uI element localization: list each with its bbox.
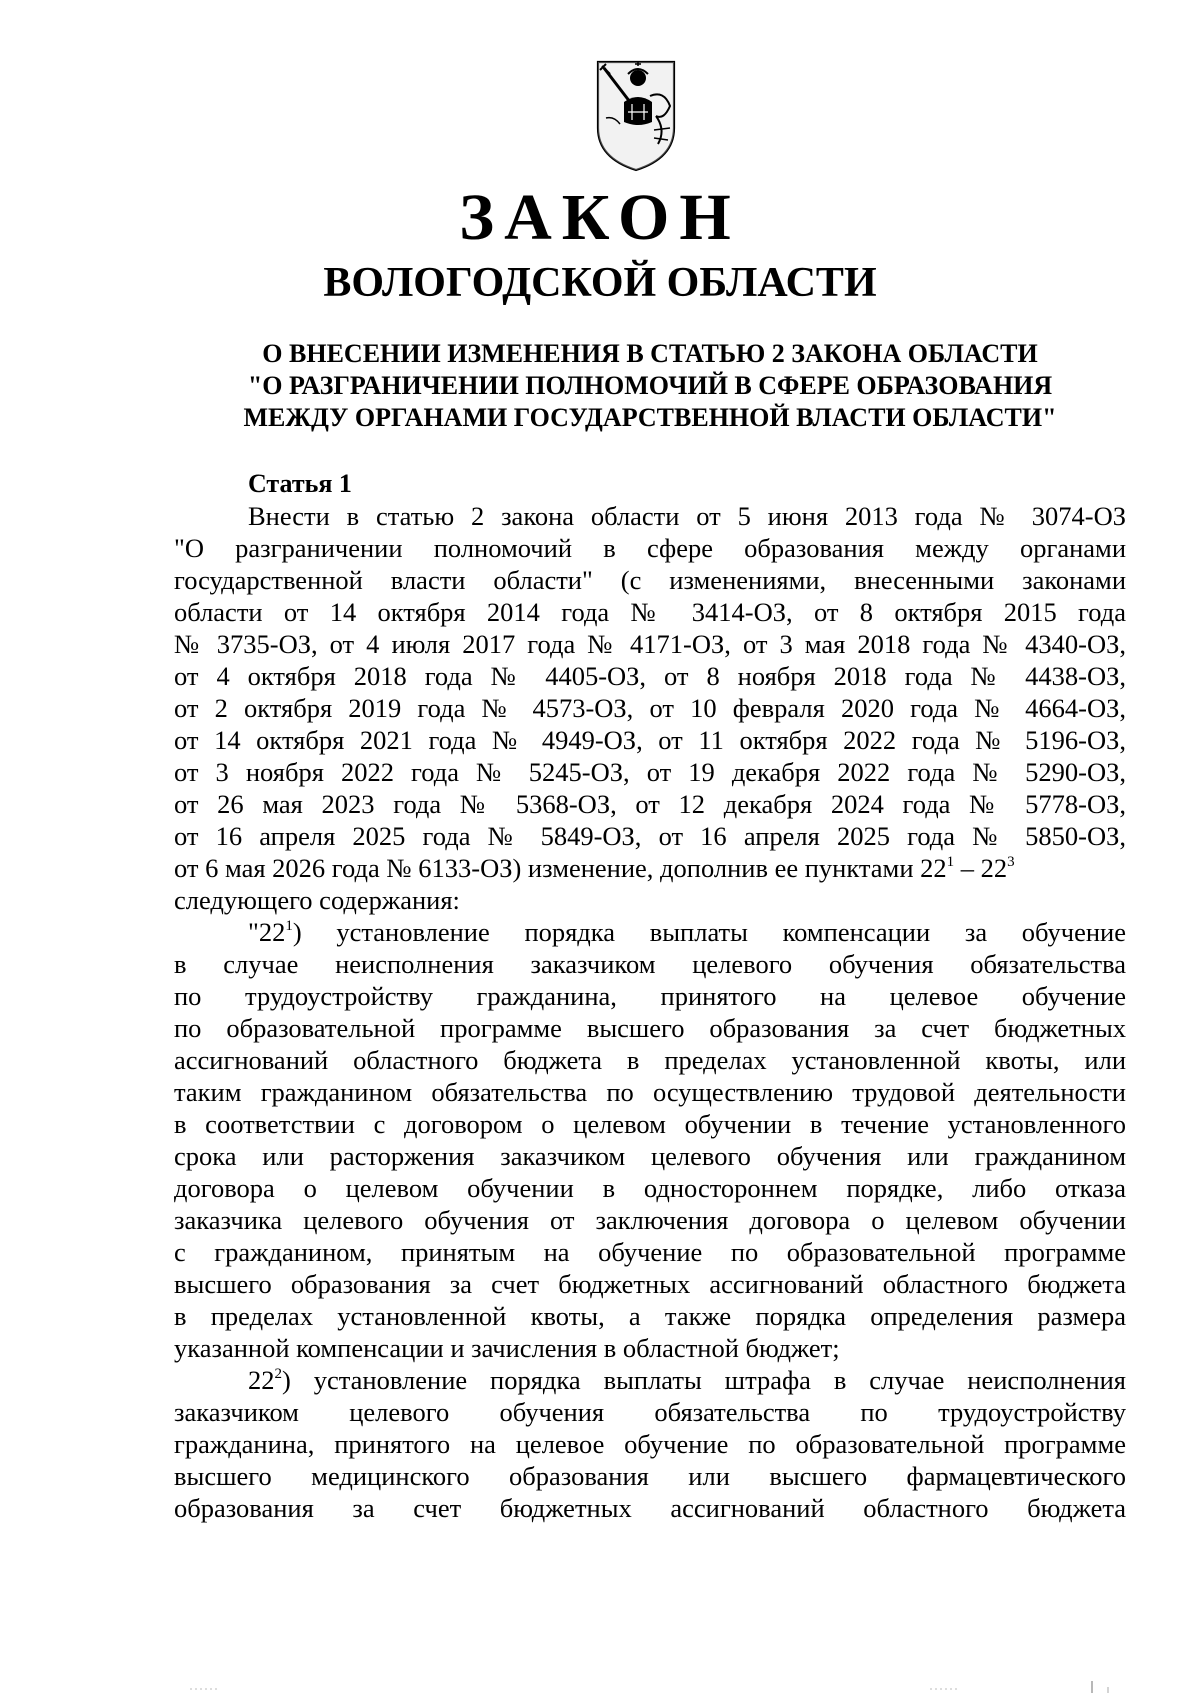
superscript: 2 — [274, 1366, 282, 1382]
text-line: гражданина, принятого на целевое обучение по образовательной программе — [174, 1429, 1126, 1459]
text-line: заказчика целевого обучения от заключения договора о целевом обучении — [174, 1205, 1126, 1235]
text-line: от 26 мая 2023 года № 5368-ОЗ, от 12 декабря 2024 года № 5778-ОЗ, — [174, 789, 1126, 819]
text-line: высшего образования за счет бюджетных ассигнований областного бюджета — [174, 1269, 1126, 1299]
text-line: № 3735-ОЗ, от 4 июля 2017 года № 4171-ОЗ, от 3 мая 2018 года № 4340-ОЗ, — [174, 629, 1126, 659]
heading-line: "О РАЗГРАНИЧЕНИИ ПОЛНОМОЧИЙ В СФЕРЕ ОБРАЗОВАНИЯ — [247, 371, 1053, 400]
text-line: указанной компенсации и зачисления в областной бюджет; — [174, 1333, 840, 1363]
text-line: с гражданином, принятым на обучение по образовательной программе — [174, 1237, 1126, 1267]
text-line: по трудоустройству гражданина, принятого на целевое обучение — [174, 981, 1126, 1011]
text-line: области от 14 октября 2014 года № 3414-ОЗ, от 8 октября 2015 года — [174, 597, 1126, 627]
text-fragment: от 6 мая 2026 года № 6133-ОЗ) изменение, дополнив ее пунктами 22 — [174, 853, 947, 883]
text-line: в пределах установленной квоты, а также порядка определения размера — [174, 1301, 1126, 1331]
superscript: 1 — [285, 918, 293, 934]
document-subtitle: ВОЛОГОДСКОЙ ОБЛАСТИ — [323, 260, 877, 306]
text-line: высшего медицинского образования или высшего фармацевтического — [174, 1461, 1126, 1491]
superscript: 1 — [946, 854, 955, 870]
text-line: следующего содержания: — [174, 885, 460, 915]
text-fragment: – 22 — [954, 853, 1008, 883]
item-first-line — [174, 916, 1126, 948]
law-heading — [170, 338, 1130, 434]
scan-artifact — [0, 1677, 1200, 1697]
text-line: от 4 октября 2018 года № 4405-ОЗ, от 8 ноября 2018 года № 4438-ОЗ, — [174, 661, 1126, 691]
item-number: "22 — [248, 917, 286, 947]
heading-line: МЕЖДУ ОРГАНАМИ ГОСУДАРСТВЕННОЙ ВЛАСТИ ОБЛАСТИ" — [243, 403, 1057, 432]
superscript: 3 — [1007, 854, 1015, 870]
text-line: заказчиком целевого обучения обязательства по трудоустройству — [174, 1397, 1126, 1427]
text-line: образования за счет бюджетных ассигнований областного бюджета — [174, 1493, 1126, 1523]
text-line: Внести в статью 2 закона области от 5 июня 2013 года № 3074-ОЗ — [248, 501, 1126, 531]
text-line: договора о целевом обучении в одностороннем порядке, либо отказа — [174, 1173, 1126, 1203]
article-title: Статья 1 — [248, 469, 352, 498]
text-line: государственной власти области" (с изменениями, внесенными законами — [174, 565, 1126, 595]
text-line: срока или расторжения заказчиком целевого обучения или гражданином — [174, 1141, 1126, 1171]
text-line: ассигнований областного бюджета в пределах установленной квоты, или — [174, 1045, 1126, 1075]
vologda-coat-of-arms-icon — [594, 58, 678, 174]
text-line: от 16 апреля 2025 года № 5849-ОЗ, от 16 апреля 2025 года № 5850-ОЗ, — [174, 821, 1126, 851]
text-line: от 2 октября 2019 года № 4573-ОЗ, от 10 февраля 2020 года № 4664-ОЗ, — [174, 693, 1126, 723]
text-line: от 14 октября 2021 года № 4949-ОЗ, от 11 октября 2022 года № 5196-ОЗ, — [174, 725, 1126, 755]
heading-line: О ВНЕСЕНИИ ИЗМЕНЕНИЯ В СТАТЬЮ 2 ЗАКОНА ОБЛАСТИ — [262, 339, 1038, 368]
text-line: в соответствии с договором о целевом обучении в течение установленного — [174, 1109, 1126, 1139]
text-fragment: ) установление порядка выплаты компенсации за обучение — [292, 917, 1126, 947]
document-title: ЗАКОН — [459, 181, 741, 254]
item-first-line — [174, 1364, 1126, 1396]
article-body — [174, 500, 1126, 1524]
text-fragment: ) установление порядка выплаты штрафа в случае неисполнения — [282, 1365, 1126, 1395]
text-line: таким гражданином обязательства по осуществлению трудовой деятельности — [174, 1077, 1126, 1107]
text-line: в случае неисполнения заказчиком целевого обучения обязательства — [174, 949, 1126, 979]
text-line: по образовательной программе высшего образования за счет бюджетных — [174, 1013, 1126, 1043]
text-line: от 3 ноября 2022 года № 5245-ОЗ, от 19 декабря 2022 года № 5290-ОЗ, — [174, 757, 1126, 787]
text-line: "О разграничении полномочий в сфере образования между органами — [174, 533, 1126, 563]
text-line — [174, 852, 1126, 884]
item-number: 22 — [248, 1365, 275, 1395]
